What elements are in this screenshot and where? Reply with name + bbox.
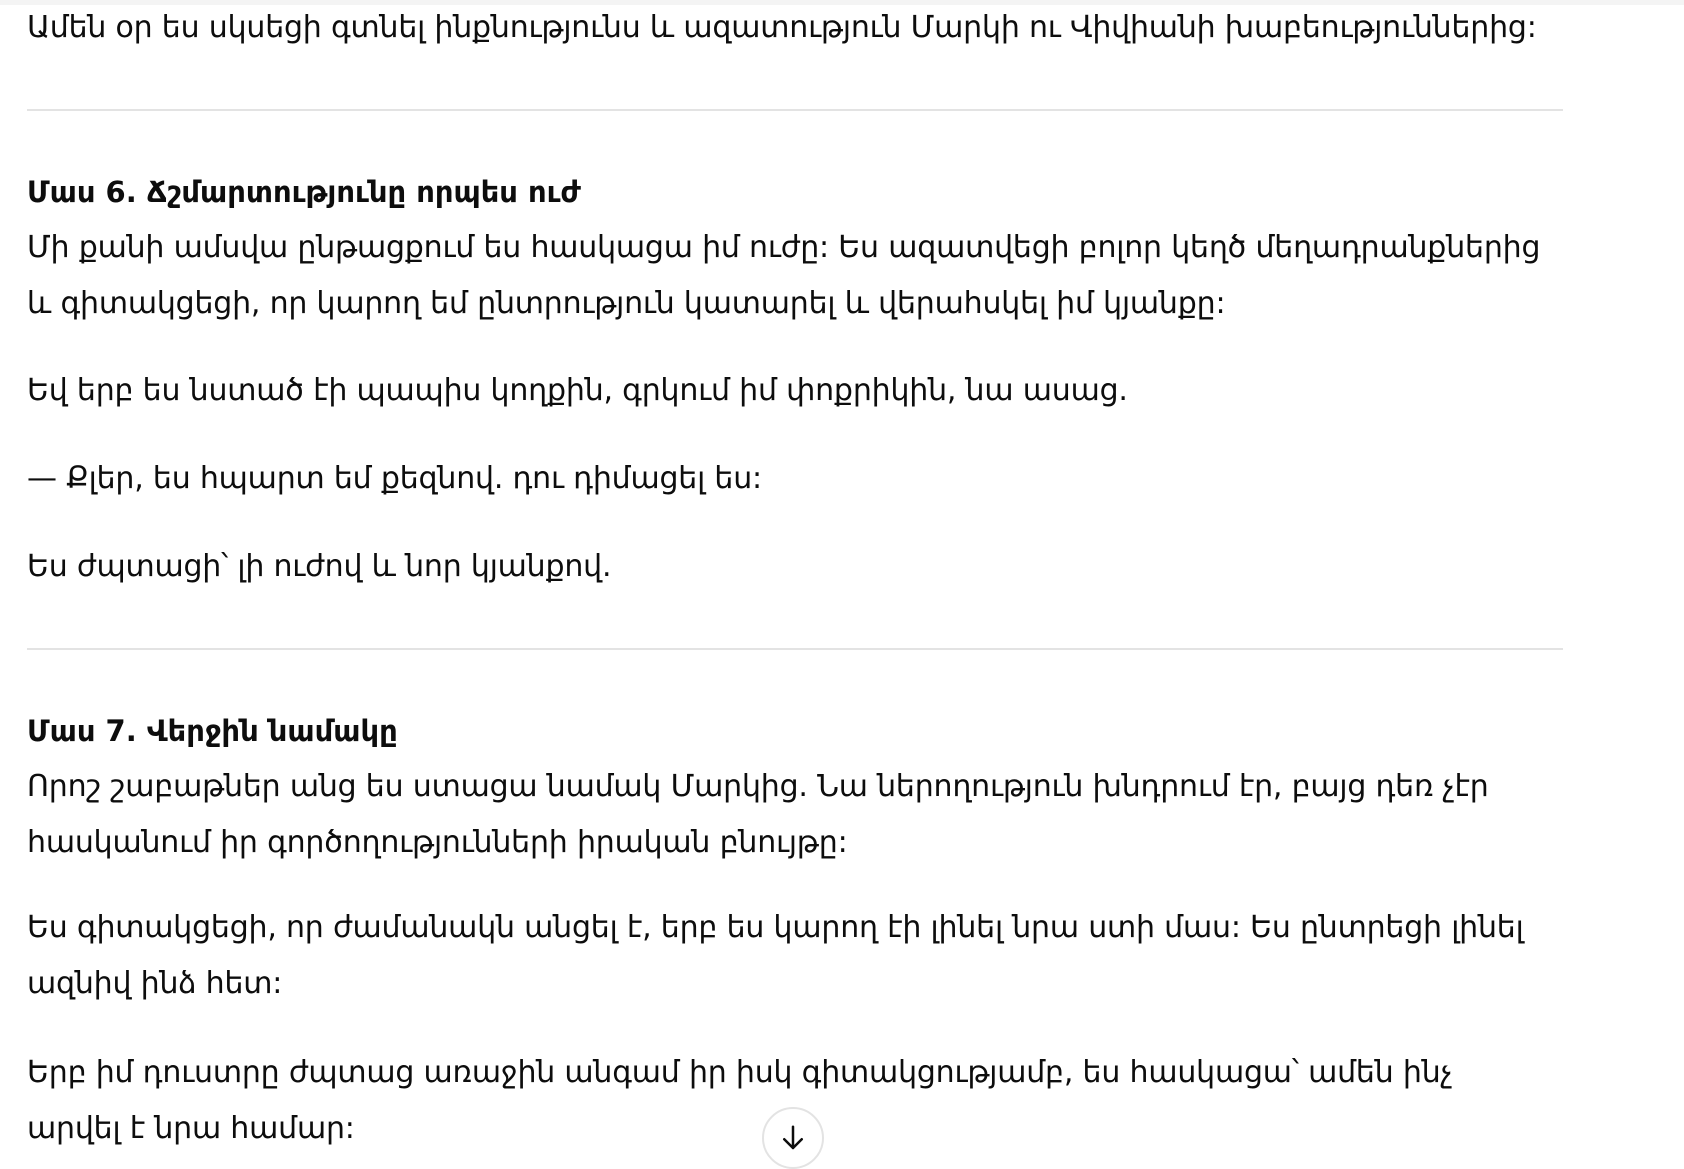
part6-paragraph-2: Եվ երբ ես նստած էի պապիս կողքին, գրկում իմ փոքրիկին, նա ասաց. [27, 373, 1128, 408]
part6-paragraph-4: Ես ժպտացի՝ լի ուժով և նոր կյանքով. [27, 549, 612, 584]
section-divider [27, 109, 1563, 111]
part7-paragraph-3: Երբ իմ դուստրը ժպտաց առաջին անգամ իր իսկ գիտակցությամբ, ես հասկացա՝ ամեն ինչ արվել է նրա համար: [27, 1055, 1453, 1146]
arrow-down-icon [778, 1123, 808, 1153]
part7-paragraph-1: Որոշ շաբաթներ անց ես ստացա նամակ Մարկից. Նա ներողություն խնդրում էր, բայց դեռ չէր հասկանում իր գործողությունների իրական բնույթը: [27, 769, 1489, 860]
section-divider [27, 648, 1563, 650]
part7-section [27, 703, 1563, 871]
part6-section [27, 164, 1563, 332]
part7-heading: Մաս 7. Վերջին նամակը [27, 714, 398, 748]
scroll-to-bottom-button[interactable] [762, 1107, 824, 1169]
part6-heading: Մաս 6. Ճշմարտությունը որպես ուժ [27, 175, 581, 209]
part6-paragraph-1: Մի քանի ամսվա ընթացքում ես հասկացա իմ ուժը: Ես ազատվեցի բոլոր կեղծ մեղադրանքներից և գիտակցեցի, որ կարող եմ ընտրություն կատարել և վերահսկել իմ կյանքը: [27, 230, 1541, 321]
part7-paragraph-2: Ես գիտակցեցի, որ ժամանակն անցել է, երբ ես կարող էի լինել նրա ստի մաս: Ես ընտրեցի լինել ազնիվ ինձ հետ: [27, 910, 1524, 1001]
part6-paragraph-3: — Քլեր, ես հպարտ եմ քեզնով. դու դիմացել ես: [27, 461, 762, 496]
intro-paragraph: Ամեն օր ես սկսեցի գտնել ինքնությունս և ազատություն Մարկի ու Վիվիանի խաբեություններից: [27, 10, 1537, 45]
